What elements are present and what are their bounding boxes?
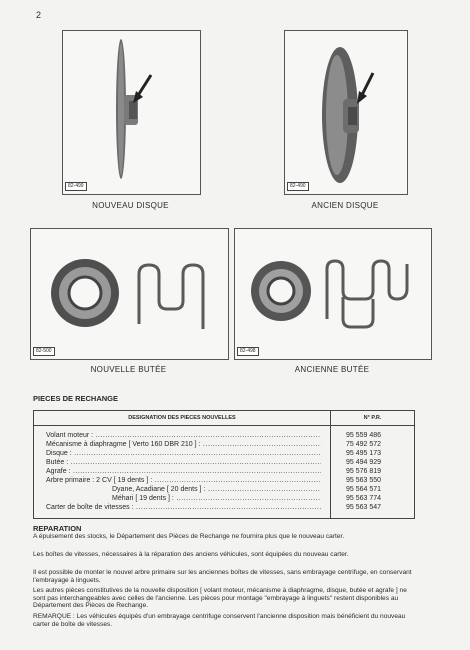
part-number-header: N° P.R. — [331, 411, 414, 426]
part-designation: Dyane, Acadiane [ 20 dents ] : ..... — [112, 485, 321, 494]
caption-old-bearing: ANCIENNE BUTÉE — [294, 365, 370, 374]
photo-old-disc — [284, 30, 408, 195]
part-number: 95 559 486 — [346, 432, 382, 439]
part-designation: Disque : ..... — [46, 449, 321, 458]
clutch-disc-illustration — [63, 31, 200, 194]
reparation-paragraph: A épuisement des stocks, le Département des Pièces de Rechange ne fournira plus que le nouveau carter. — [33, 533, 345, 540]
figure-ref: 82-499 — [65, 182, 87, 191]
part-designation: Arbre primaire : 2 CV [ 19 dents ] : ..... — [46, 476, 321, 485]
reparation-paragraph: Les boîtes de vitesses, nécessaires à la réparation des anciens véhicules, sont équipées du nouveau carter. — [33, 551, 349, 558]
part-number: 95 564 571 — [346, 486, 382, 493]
caption-new-disc: NOUVEAU DISQUE — [92, 201, 169, 210]
photo-old-bearing — [234, 228, 432, 360]
clutch-disc-illustration — [285, 31, 407, 194]
photo-new-disc — [62, 30, 201, 195]
page-number: 2 — [36, 10, 42, 20]
reparation-paragraph: REMARQUE : Les véhicules équipés d'un embrayage centrifuge conservent l'ancienne disposition mais bénéficient du nouveau carter de boîte de vitesses. — [33, 613, 406, 628]
photo-new-bearing — [30, 228, 229, 360]
reparation-paragraph: Les autres pièces constitutives de la nouvelle disposition [ volant moteur, mécanisme à diaphragme, disque, butée et agrafe ] ne sont pas interchangeables avec celles de l'ancienne. Les pièces pour montage "embrayage à linguets" restent disponibles au Département des Pièces de Rechange. — [33, 587, 407, 610]
part-number: 75 492 572 — [346, 441, 382, 448]
figure-ref: 82-490 — [287, 182, 309, 191]
caption-old-disc: ANCIEN DISQUE — [311, 201, 379, 210]
part-number: 95 495 173 — [346, 450, 382, 457]
reparation-title: REPARATION — [33, 524, 82, 533]
part-number: 95 563 547 — [346, 504, 382, 511]
parts-table — [33, 410, 415, 519]
part-number: 95 494 929 — [346, 459, 382, 466]
release-bearing-illustration — [235, 229, 431, 359]
part-designation: Butée : ..... — [46, 458, 321, 467]
part-designation: Agrafe : ..... — [46, 467, 321, 476]
part-designation: Carter de boîte de vitesses : ..... — [46, 503, 321, 512]
part-designation: Méhari [ 19 dents ] : ..... — [112, 494, 321, 503]
designation-header: DESIGNATION DES PIECES NOUVELLES — [34, 411, 331, 426]
part-designation: Volant moteur : ..... — [46, 431, 321, 440]
release-bearing-illustration — [31, 229, 228, 359]
part-designation: Mécanisme à diaphragme [ Verto 160 DBR 210 ] : ..... — [46, 440, 321, 449]
figure-ref: 82-498 — [237, 347, 259, 356]
parts-section-title: PIECES DE RECHANGE — [33, 394, 119, 403]
part-number: 95 563 774 — [346, 495, 382, 502]
figure-ref: 82-500 — [33, 347, 55, 356]
column-divider — [330, 425, 331, 518]
part-number: 95 576 819 — [346, 468, 382, 475]
reparation-paragraph: Il est possible de monter le nouvel arbre primaire sur les anciennes boîtes de vitesses, sans embrayage centrifuge, en conservant l'embrayage à linguets. — [33, 569, 412, 584]
part-number: 95 563 550 — [346, 477, 382, 484]
caption-new-bearing: NOUVELLE BUTÉE — [90, 365, 167, 374]
